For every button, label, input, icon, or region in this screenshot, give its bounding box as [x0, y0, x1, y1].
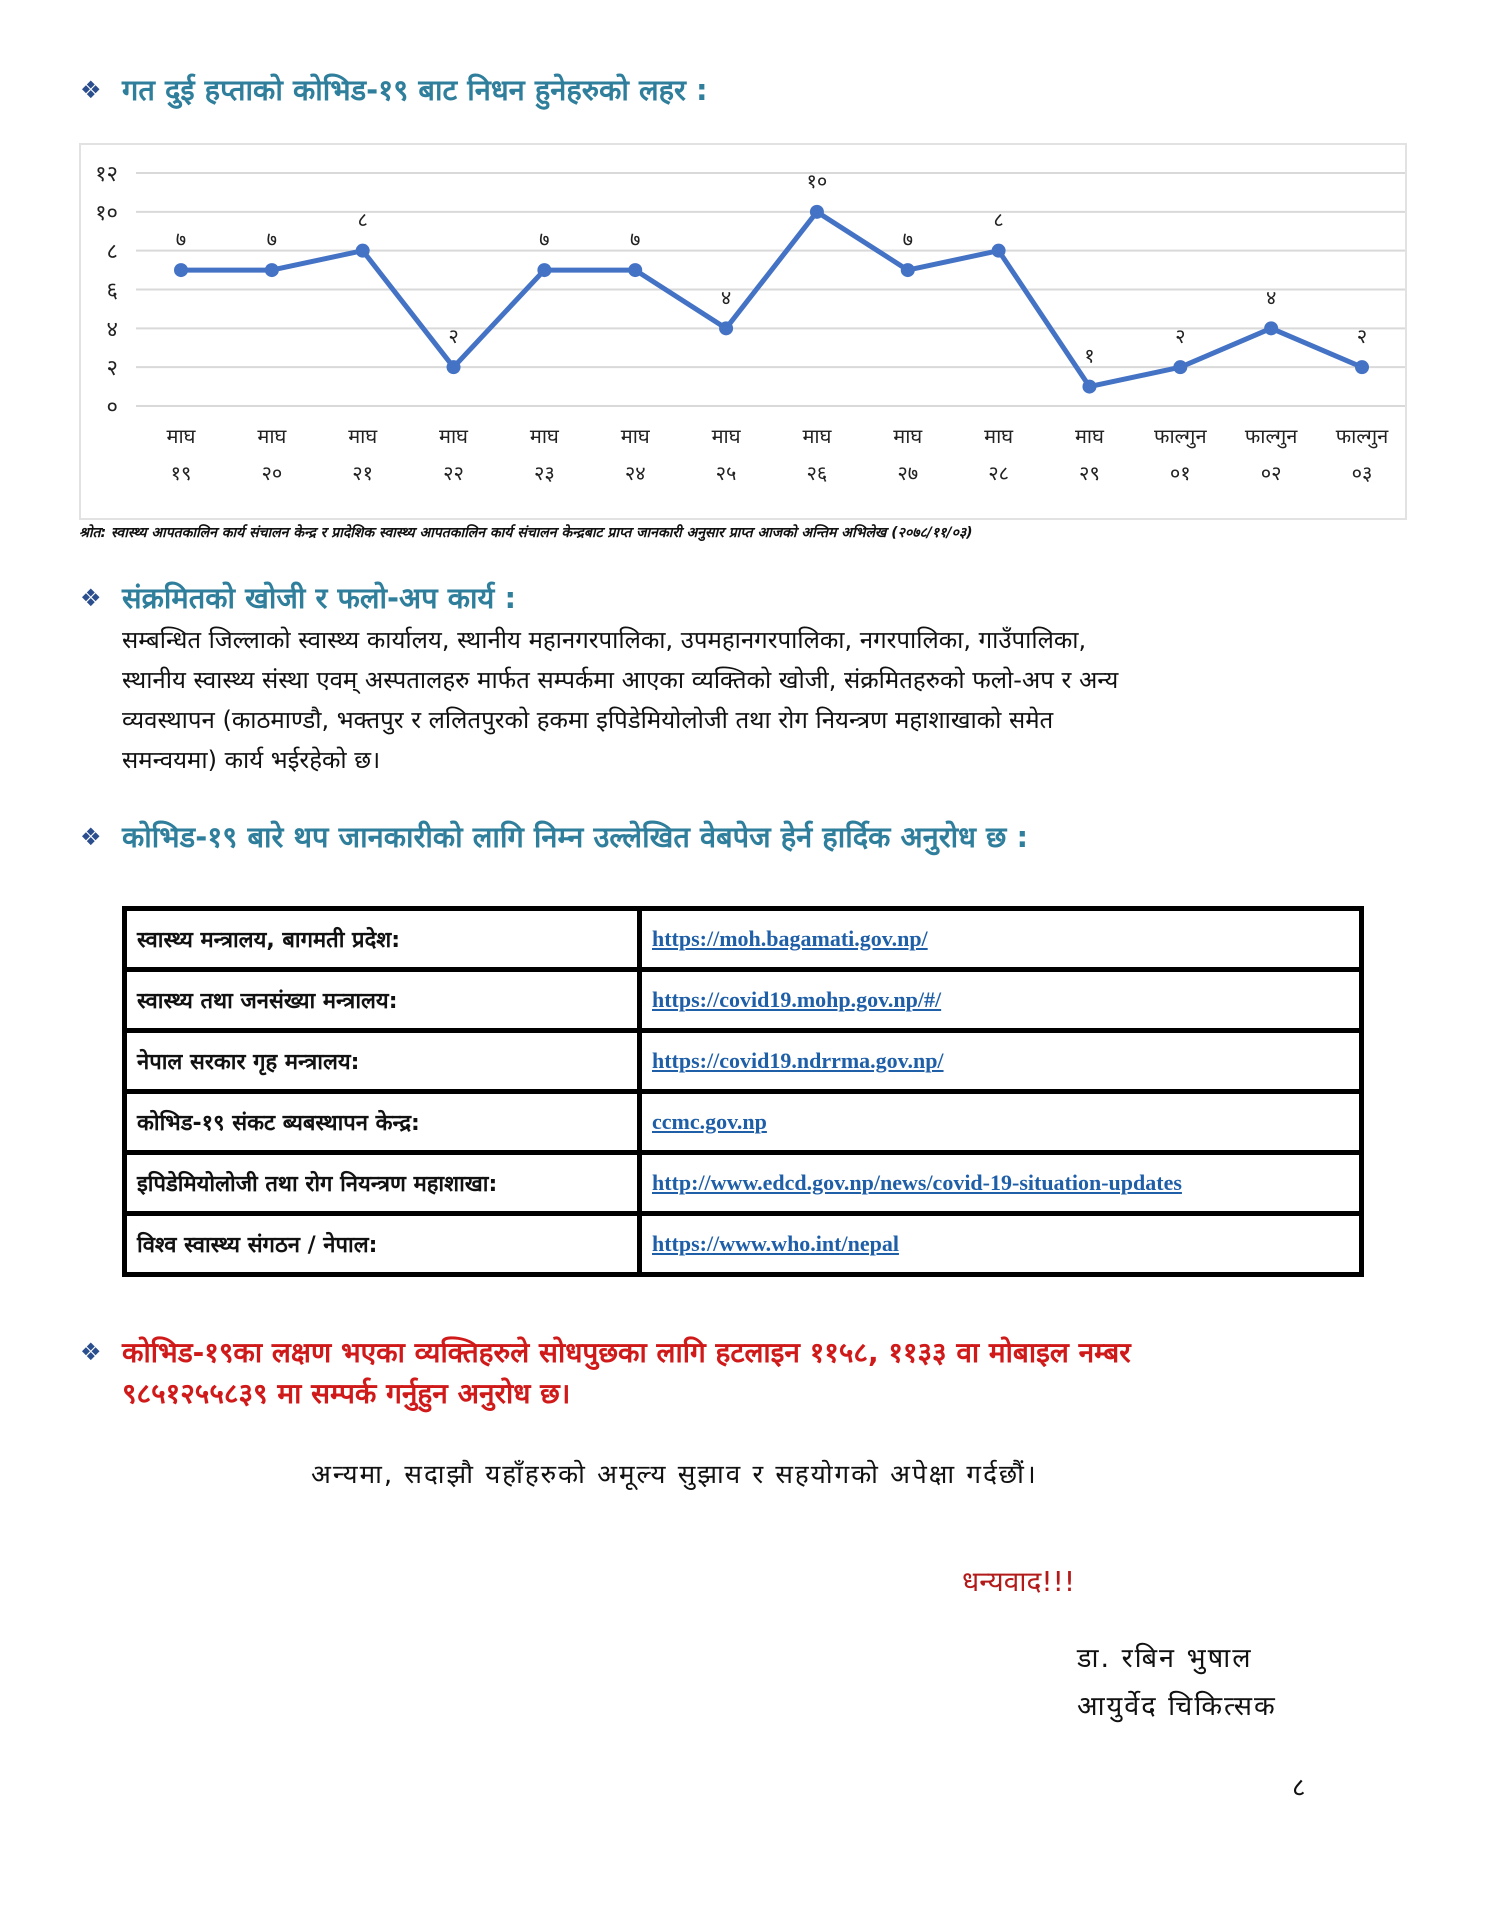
x-tick-month: माघ	[711, 424, 741, 448]
organization-label: स्वास्थ्य तथा जनसंख्या मन्त्रालय:	[125, 970, 640, 1031]
chart-x-axis	[167, 424, 1390, 485]
x-tick-month: माघ	[984, 424, 1014, 448]
organization-label: विश्व स्वास्थ्य संगठन / नेपाल:	[125, 1214, 640, 1275]
x-tick-day: ०३	[1351, 461, 1373, 485]
data-point	[992, 244, 1006, 258]
x-tick-day: ०२	[1260, 461, 1282, 485]
data-point	[447, 360, 461, 374]
section-heading-contact-tracing	[80, 578, 516, 617]
x-tick-month: माघ	[802, 424, 832, 448]
data-point	[901, 263, 915, 277]
data-point	[1082, 380, 1096, 394]
data-point	[1173, 360, 1187, 374]
table-row	[125, 909, 1362, 970]
data-label: १	[1084, 343, 1095, 368]
x-tick-day: २६	[806, 461, 828, 485]
x-tick-day: २८	[988, 461, 1010, 485]
x-tick-day: ०१	[1169, 461, 1191, 485]
x-tick-day: २०	[261, 461, 283, 485]
x-tick-month: माघ	[166, 424, 196, 448]
x-tick-day: २१	[352, 461, 374, 485]
y-tick-label: २	[106, 356, 118, 382]
x-tick-day: २५	[715, 461, 737, 485]
x-tick-month: माघ	[439, 424, 469, 448]
data-point	[1355, 360, 1369, 374]
paragraph-line: स्थानीय स्वास्थ्य संस्था एवम् अस्पतालहरु मार्फत सम्पर्कमा आएका व्यक्तिको खोजी, संक्रमितहरुको फलो-अप र अन्य	[122, 666, 1119, 694]
x-tick-month: माघ	[348, 424, 378, 448]
data-label: ८	[357, 207, 368, 232]
website-link[interactable]: https://moh.bagamati.gov.np/	[652, 926, 928, 951]
x-tick-day: २७	[897, 461, 919, 485]
y-tick-label: ६	[106, 278, 118, 304]
signatory-title: आयुर्वेद चिकित्सक	[1077, 1691, 1277, 1722]
table-row	[125, 1031, 1362, 1092]
notice-line-2: ९८५१२५५८३९ मा सम्पर्क गर्नुहुन अनुरोध छ।	[122, 1377, 571, 1410]
diamond-bullet-icon: ❖	[80, 583, 102, 612]
x-tick-month: फाल्गुन	[1244, 424, 1298, 448]
heading-text: गत दुई हप्ताको कोभिड-१९ बाट निधन हुनेहरुको लहर :	[122, 73, 708, 107]
source-note: श्रोत: स्वास्थ्य आपतकालिन कार्य संचालन केन्द्र र प्रादेशिक स्वास्थ्य आपतकालिन कार्य संचालन केन्द्रबाट प्राप्त जानकारी अनुसार प्राप्त आजको अन्तिम अभिलेख (२०७८/११/०३)	[79, 525, 973, 541]
data-label: ७	[539, 227, 550, 252]
x-tick-day: २२	[443, 461, 464, 485]
series-line	[181, 212, 1362, 387]
chart-y-axis	[95, 162, 118, 420]
notice-line-1: कोभिड-१९का लक्षण भएका व्यक्तिहरुले सोधपुछका लागि हटलाइन ११५८, ११३३ वा मोबाइल नम्बर	[122, 1336, 1131, 1369]
y-tick-label: १०	[95, 200, 118, 226]
data-label: १०	[806, 168, 828, 193]
data-point	[537, 263, 551, 277]
data-label: २	[1356, 324, 1368, 349]
data-label: ७	[266, 227, 278, 252]
website-link[interactable]: https://covid19.ndrrma.gov.np/	[652, 1048, 944, 1073]
data-label: ७	[902, 227, 913, 252]
thanks-text: धन्यवाद!!!	[962, 1565, 1076, 1598]
table-row	[125, 1153, 1362, 1214]
x-tick-month: माघ	[620, 424, 650, 448]
organization-label: इपिडेमियोलोजी तथा रोग नियन्त्रण महाशाखा:	[125, 1153, 640, 1214]
y-tick-label: ४	[106, 317, 118, 343]
data-point	[810, 205, 824, 219]
paragraph-line: सम्बन्धित जिल्लाको स्वास्थ्य कार्यालय, स्थानीय महानगरपालिका, उपमहानगरपालिका, नगरपालिका, गाउँपालिका,	[122, 626, 1087, 654]
x-tick-month: माघ	[529, 424, 559, 448]
x-tick-month: माघ	[893, 424, 923, 448]
organization-label: स्वास्थ्य मन्त्रालय, बागमती प्रदेश:	[125, 909, 640, 970]
y-tick-label: १२	[95, 162, 118, 187]
heading-text: कोभिड-१९ बारे थप जानकारीको लागि निम्न उल्लेखित वेबपेज हेर्न हार्दिक अनुरोध छ :	[122, 820, 1029, 854]
data-point	[719, 321, 733, 335]
x-tick-month: माघ	[257, 424, 287, 448]
paragraph-line: समन्वयमा) कार्य भईरहेको छ।	[122, 746, 381, 774]
closing-statement: अन्यमा, सदाझौ यहाँहरुको अमूल्य सुझाव र सहयोगको अपेक्षा गर्दछौं।	[311, 1460, 1038, 1490]
data-label: ८	[993, 207, 1004, 232]
x-tick-month: फाल्गुन	[1335, 424, 1389, 448]
data-point	[174, 263, 188, 277]
x-tick-day: २४	[624, 461, 646, 485]
website-link[interactable]: https://www.who.int/nepal	[652, 1231, 899, 1256]
organization-label: कोभिड-१९ संकट ब्यबस्थापन केन्द्र:	[125, 1092, 640, 1153]
diamond-bullet-icon: ❖	[80, 75, 102, 104]
data-point	[628, 263, 642, 277]
website-link[interactable]: https://covid19.mohp.gov.np/#/	[652, 987, 942, 1012]
website-links-table	[122, 906, 1364, 1277]
data-label: ४	[720, 285, 732, 310]
website-link[interactable]: ccmc.gov.np	[652, 1109, 767, 1134]
page-number: ८	[1292, 1773, 1306, 1803]
y-tick-label: ०	[106, 395, 118, 420]
table-row	[125, 1092, 1362, 1153]
heading-text: संक्रमितको खोजी र फलो-अप कार्य :	[122, 581, 517, 615]
data-label: ७	[630, 227, 641, 252]
data-label: २	[448, 324, 459, 349]
data-point	[356, 244, 370, 258]
x-tick-month: माघ	[1074, 424, 1104, 448]
x-tick-day: १९	[170, 461, 192, 485]
table-row	[125, 1214, 1362, 1275]
data-point	[265, 263, 279, 277]
organization-label: नेपाल सरकार गृह मन्त्रालय:	[125, 1031, 640, 1092]
paragraph-line: व्यवस्थापन (काठमाण्डौ, भक्तपुर र ललितपुरको हकमा इपिडेमियोलोजी तथा रोग नियन्त्रण महाशाखाको समेत	[122, 706, 1054, 734]
chart-gridlines	[136, 173, 1405, 406]
contact-tracing-paragraph	[122, 620, 1322, 780]
signatory-name: डा. रबिन भुषाल	[1077, 1643, 1253, 1674]
data-label: २	[1175, 324, 1186, 349]
website-link[interactable]: http://www.edcd.gov.np/news/covid-19-situation-updates	[652, 1170, 1182, 1195]
diamond-bullet-icon: ❖	[80, 1338, 102, 1366]
data-label: ४	[1265, 285, 1277, 310]
y-tick-label: ८	[106, 239, 118, 265]
diamond-bullet-icon: ❖	[80, 822, 102, 851]
hotline-notice	[80, 1333, 1131, 1371]
data-label: ७	[175, 227, 187, 252]
x-tick-day: २३	[533, 461, 555, 485]
x-tick-month: फाल्गुन	[1154, 424, 1207, 448]
death-trend-line-chart	[0, 0, 1488, 540]
data-point	[1264, 321, 1278, 335]
x-tick-day: २९	[1079, 461, 1100, 485]
table-row	[125, 970, 1362, 1031]
section-heading-more-info	[80, 817, 1028, 856]
